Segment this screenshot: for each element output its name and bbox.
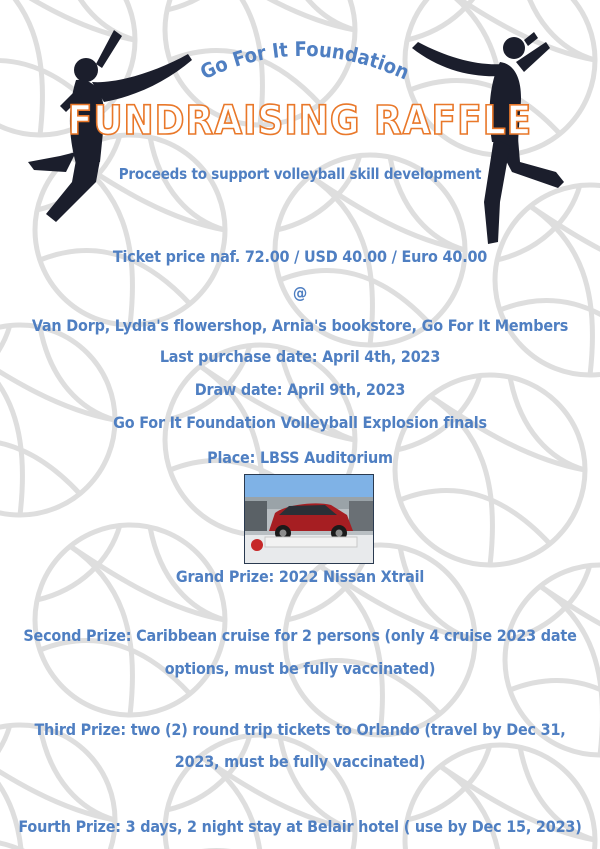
raffle-title: FUNDRAISING RAFFLE	[67, 98, 533, 144]
draw-date: Draw date: April 9th, 2023	[194, 380, 406, 399]
fourth-prize: Fourth Prize: 3 days, 2 night stay at Belair hotel ( use by Dec 15, 2023)	[18, 817, 582, 836]
grand-prize-car-image	[244, 474, 374, 564]
ticket-price: Ticket price naf. 72.00 / USD 40.00 / Euro 40.00	[112, 247, 488, 266]
organization-arc-title	[150, 30, 450, 100]
event-name: Go For It Foundation Volleyball Explosion finals	[113, 413, 487, 432]
third-prize-line1: Third Prize: two (2) round trip tickets to Orlando (travel by Dec 31,	[34, 720, 566, 739]
last-purchase-date: Last purchase date: April 4th, 2023	[159, 347, 441, 366]
svg-text:Go For It Foundation	[196, 37, 412, 84]
ticket-locations: Van Dorp, Lydia's flowershop, Arnia's bookstore, Go For It Members	[31, 316, 569, 335]
second-prize-line2: options, must be fully vaccinated)	[164, 659, 436, 678]
event-place: Place: LBSS Auditorium	[207, 448, 393, 467]
second-prize-line1: Second Prize: Caribbean cruise for 2 persons (only 4 cruise 2023 date	[23, 626, 577, 645]
organization-name: Go For It Foundation	[196, 36, 413, 85]
third-prize-line2: 2023, must be fully vaccinated)	[174, 752, 426, 771]
at-symbol: @	[292, 283, 308, 302]
grand-prize: Grand Prize: 2022 Nissan Xtrail	[175, 567, 425, 586]
subtitle: Proceeds to support volleyball skill development	[118, 165, 482, 183]
